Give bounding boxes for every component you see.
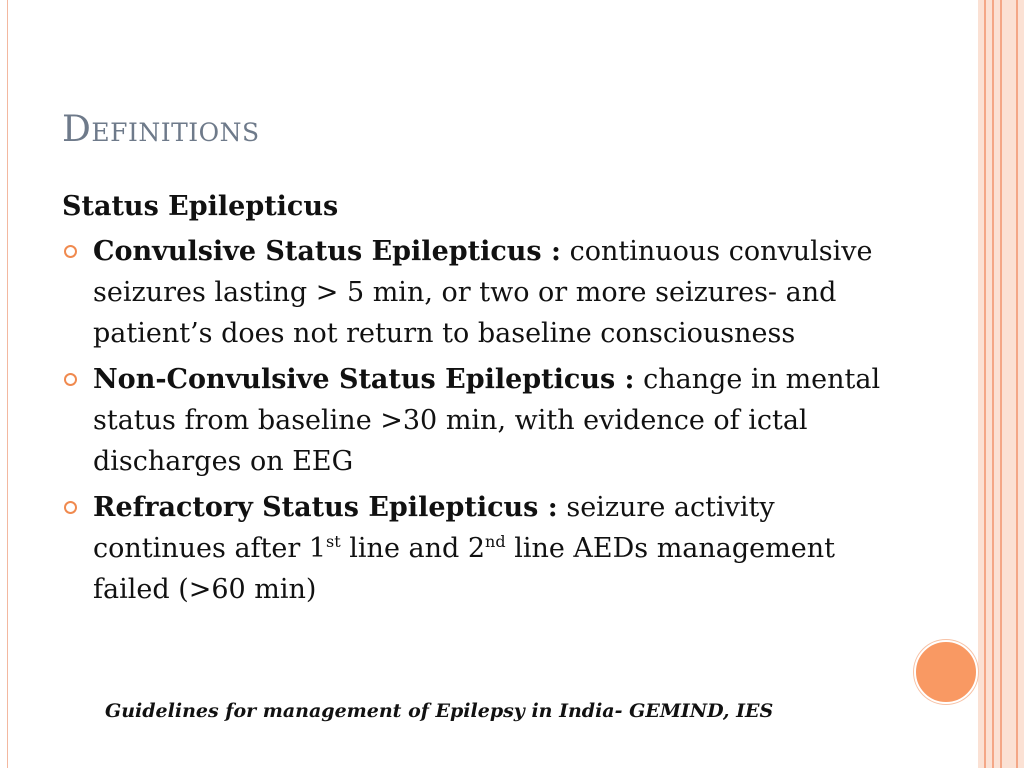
bullet-ring-icon [64,245,77,258]
superscript: nd [485,532,506,551]
bullet-term: Convulsive Status Epilepticus : [93,236,561,267]
left-border-line [7,0,8,768]
bullet-term: Refractory Status Epilepticus : [93,492,558,523]
right-stripe [1018,0,1024,768]
citation-footer: Guidelines for management of Epilepsy in India- GEMIND, IES [105,700,774,722]
bullet-ring-icon [64,501,77,514]
decorative-circle [914,640,978,704]
bullet-item [62,359,912,482]
bullet-text: change in mental status from baseline >30 min, with evidence of ictal discharges on EEG [93,364,881,477]
slide-body [62,186,912,615]
subheading: Status Epilepticus [62,191,339,222]
slide-title: Definitions [62,109,260,150]
bullet-text: line AEDs management failed (>60 min) [93,533,835,605]
bullet-text: seizure activity continues after 1 [93,492,775,564]
bullet-item [62,487,912,610]
bullet-text: continuous convulsive seizures lasting > 5 min, or two or more seizures- and patient’s does not return to baseline consciousness [93,236,873,349]
right-stripe [1002,0,1016,768]
bullet-ring-icon [64,373,77,386]
bullet-text: line and 2 [349,533,486,564]
superscript: st [326,532,341,551]
bullet-term: Non-Convulsive Status Epilepticus : [93,364,635,395]
bullet-item [62,231,912,354]
